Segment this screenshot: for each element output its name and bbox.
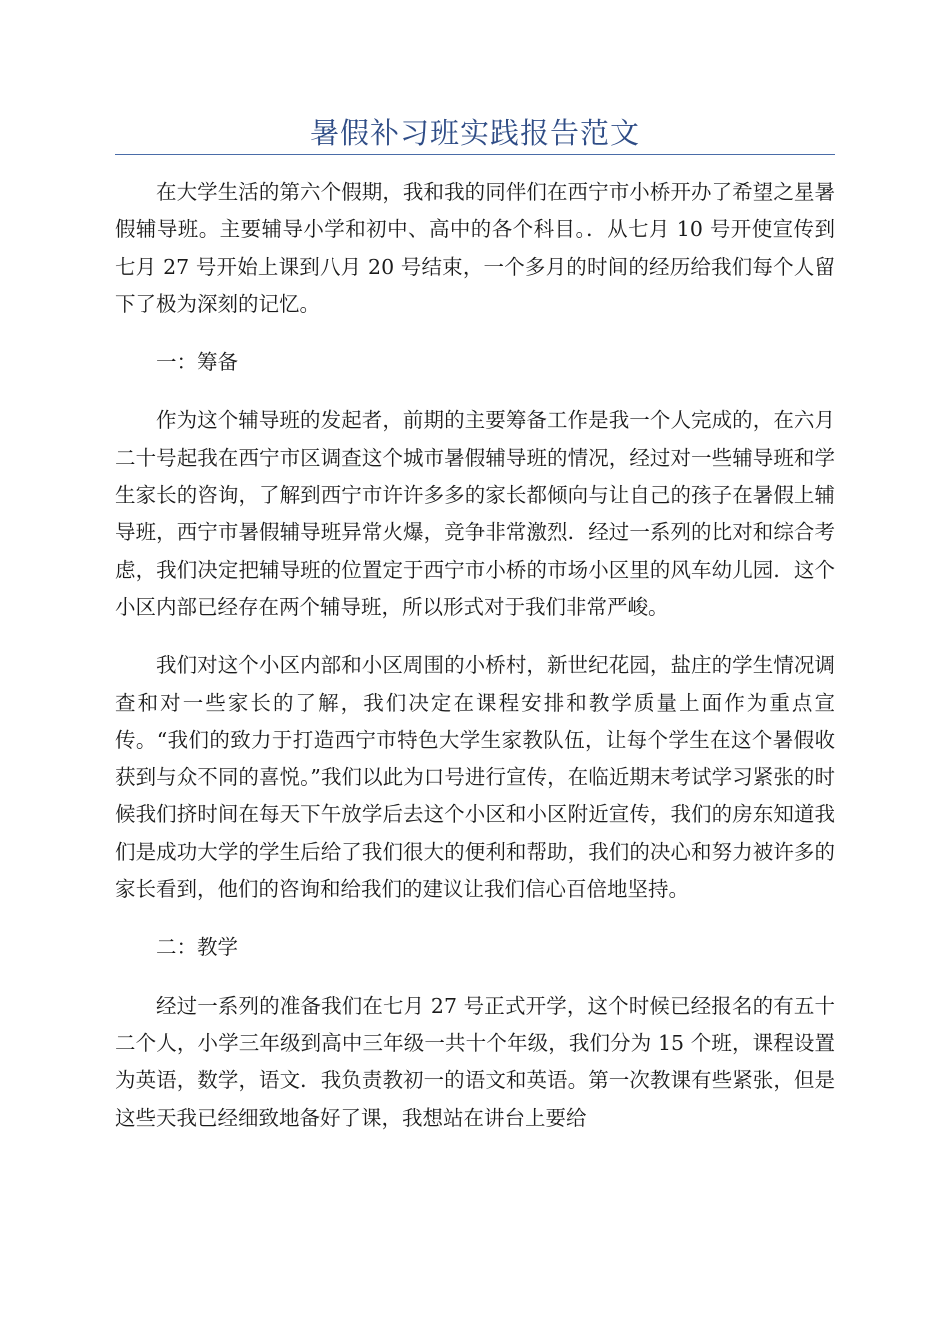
- document-title: 暑假补习班实践报告范文: [309, 116, 640, 150]
- section-heading-preparation: 一：筹备: [156, 350, 238, 375]
- section-heading-teaching: 二：教学: [156, 935, 238, 960]
- title-underline: [115, 154, 835, 155]
- document-body: [115, 174, 835, 1158]
- paragraph-teaching-1: 经过一系列的准备我们在七月 27 号正式开学，这个时候已经报名的有五十二个人，小学三年级到高中三年级一共十个年级，我们分为 15 个班，课程设置为英语，数学，语文．我负责教初一的语文和英语。第一次教课有些紧张，但是这些天我已经细致地备好了课，我想站在讲台上要给: [115, 993, 835, 1130]
- paragraph-preparation-1: 作为这个辅导班的发起者，前期的主要筹备工作是我一个人完成的，在六月二十号起我在西宁市区调查这个城市暑假辅导班的情况，经过对一些辅导班和学生家长的咨询，了解到西宁市许许多多的家长都倾向与让自己的孩子在暑假上辅导班，西宁市暑假辅导班异常火爆，竞争非常激烈．经过一系列的比对和综合考虑，我们决定把辅导班的位置定于西宁市小桥的市场小区里的风车幼儿园．这个小区内部已经存在两个辅导班，所以形式对于我们非常严峻。: [115, 408, 835, 619]
- paragraph-preparation-2: 我们对这个小区内部和小区周围的小桥村，新世纪花园，盐庄的学生情况调查和对一些家长的了解，我们决定在课程安排和教学质量上面作为重点宣传。“我们的致力于打造西宁市特色大学生家教队伍，让每个学生在这个暑假收获到与众不同的喜悦。”我们以此为口号进行宣传，在临近期末考试学习紧张的时候我们挤时间在每天下午放学后去这个小区和小区附近宣传，我们的房东知道我们是成功大学的学生后给了我们很大的便利和帮助，我们的决心和努力被许多的家长看到，他们的咨询和给我们的建议让我们信心百倍地坚持。: [115, 653, 835, 902]
- paragraph-intro: 在大学生活的第六个假期，我和我的同伴们在西宁市小桥开办了希望之星暑假辅导班。主要辅导小学和初中、高中的各个科目。．从七月 10 号开使宣传到七月 27 号开始上课到八月 20 号结束，一个多月的时间的经历给我们每个人留下了极为深刻的记忆。: [115, 180, 835, 316]
